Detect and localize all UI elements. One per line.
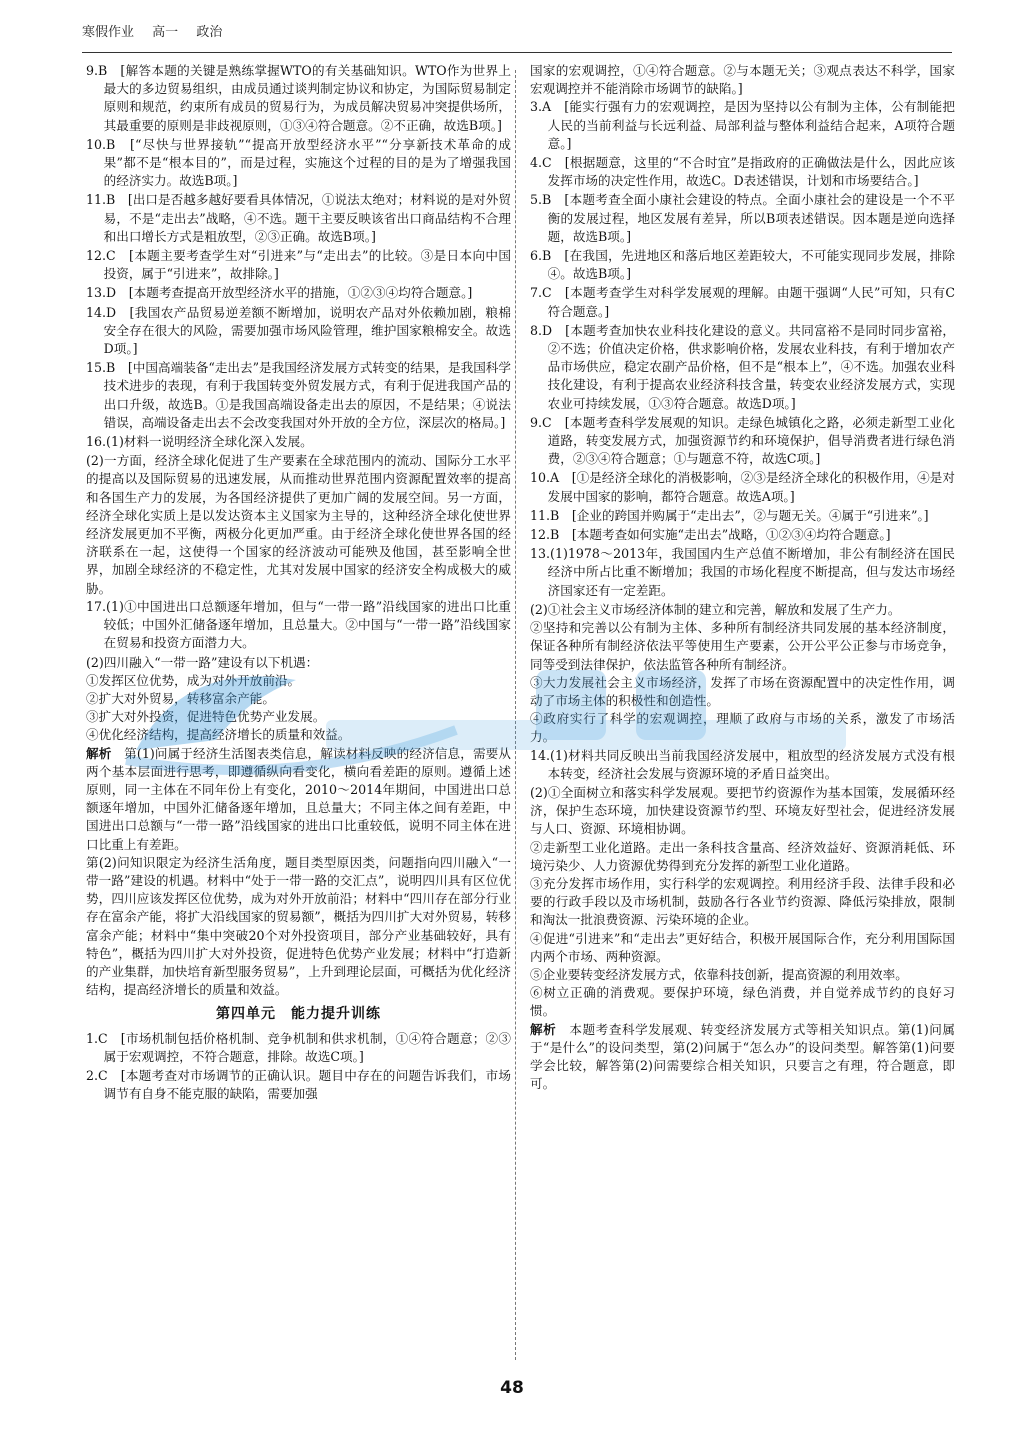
answer-paragraph: 第(2)问知识限定为经济生活角度，题目类型原因类，问题指向四川融入“一带一路”建设的机遇。材料中“处于一带一路的交汇点”，说明四川具有区位优势，四川应该发挥区位优势，成为对外开放前沿；材料中“四川存在部分行业存在富余产能，将扩大沿线国家的贸易额”，概括为四川扩大对外贸易，转移富余产能；材料中“集中突破20个对外投资项目，部分产业基础较好，具有特色”，概括为四川扩大对外投资，促进特色优势产业发展；材料中“打造新的产业集群，加快培育新型服务贸易”，上升到理论层面，可概括为优化经济结构，提高经济增长的质量和效益。 xyxy=(86,854,511,998)
answer-item: 10.A [①是经济全球化的消极影响，②③是经济全球化的积极作用，④是对发展中国家的影响，都符合题意。故选A项。] xyxy=(530,470,955,504)
answer-item: 9.B [解答本题的关键是熟练掌握WTO的有关基础知识。WTO作为世界上最大的多边贸易组织，由成员通过谈判制定协议和协定，为国际贸易制定原则和规范，约束所有成员的贸易行为，为成员解决贸易冲突提供场所，其最重要的原则是非歧视原则，①③④符合题意。②不正确，故选B项。] xyxy=(86,63,511,133)
answer-item: 10.B [“尽快与世界接轨”“提高开放型经济水平”“分享新技术革命的成果”都不是“根本目的”，而是过程，实施这个过程的目的是为了增强我国的经济实力。故选B项。] xyxy=(86,136,511,189)
page-header xyxy=(82,18,952,53)
answer-paragraph: (2)①全面树立和落实科学发展观。要把节约资源作为基本国策，发展循环经济，保护生态环境，加快建设资源节约型、环境友好型社会，促进经济发展与人口、资源、环境相协调。 xyxy=(530,784,955,837)
answer-item: 14.D [我国农产品贸易逆差额不断增加，说明农产品对外依赖加剧，粮棉安全存在很大的风险，需要加强市场风险管理，维护国家粮棉安全。故选D项。] xyxy=(86,304,511,357)
page-number: 48 xyxy=(500,1378,524,1398)
answer-item: 4.C [根据题意，这里的“不合时宜”是指政府的正确做法是什么，因此应该发挥市场的决定性作用，故选C。D表述错误，计划和市场要结合。] xyxy=(530,155,955,189)
answer-item: 12.B [本题考查如何实施“走出去”战略，①②③④均符合题意。] xyxy=(530,527,891,543)
answer-paragraph: (2)①社会主义市场经济体制的建立和完善，解放和发展了生产力。 xyxy=(530,601,901,617)
answer-paragraph: ②扩大对外贸易，转移富余产能。 xyxy=(86,690,275,706)
answer-item: 9.C [本题考查科学发展观的知识。走绿色城镇化之路，必须走新型工业化道路，转变发展方式，加强资源节约和环境保护，倡导消费者进行绿色消费，②③④符合题意；①与题意不符，故选C项。] xyxy=(530,414,955,467)
answer-paragraph: ④政府实行了科学的宏观调控，理顺了政府与市场的关系，激发了市场活力。 xyxy=(530,711,955,745)
answer-item: 3.A [能实行强有力的宏观调控，是因为坚持以公有制为主体，公有制能把人民的当前利益与长远利益、局部利益与整体利益结合起来，A项符合题意。] xyxy=(530,99,955,151)
answer-paragraph: 国家的宏观调控，①④符合题意。②与本题无关；③观点表达不科学，国家宏观调控并不能消除市场调节的缺陷。] xyxy=(530,63,955,97)
answer-item: 2.C [本题考查对市场调节的正确认识。题目中存在的问题告诉我们，市场调节有自身不能克服的缺陷，需要加强 xyxy=(86,1067,511,1102)
answer-item: 16.(1)材料一说明经济全球化深入发展。 xyxy=(86,434,313,450)
answer-item: 7.C [本题考查学生对科学发展观的理解。由题干强调“人民”可知，只有C符合题意。] xyxy=(530,285,955,319)
right-column xyxy=(530,62,955,1367)
answer-item: 1.C [市场机制包括价格机制、竞争机制和供求机制，①④符合题意；②③属于宏观调控，不符合题意，排除。故选C项。] xyxy=(86,1030,511,1064)
answer-paragraph: ④促进“引进来”和“走出去”更好结合，积极开展国际合作，充分利用国际国内两个市场、两种资源。 xyxy=(530,930,955,964)
answer-paragraph: ②走新型工业化道路。走出一条科技含量高、经济效益好、资源消耗低、环境污染少、人力资源优势得到充分发挥的新型工业化道路。 xyxy=(530,839,955,873)
answer-paragraph: ③扩大对外投资，促进特色优势产业发展。 xyxy=(86,709,326,725)
left-column xyxy=(86,62,511,1367)
analysis-paragraph xyxy=(530,1021,955,1094)
answer-item: 13.(1)1978～2013年，我国国内生产总值不断增加，非公有制经济在国民经济中所占比重不断增加；我国的市场化程度不断提高，但与发达市场经济国家还有一定差距。 xyxy=(530,546,955,598)
header-subject: 政治 xyxy=(196,25,223,40)
answer-item: 15.B [中国高端装备“走出去”是我国经济发展方式转变的结果，是我国科学技术进步的表现，有利于我国转变外贸发展方式，有利于促进我国产品的出口升级，故选B。①是我国高端设备走出去的原因，不是结果；④说法错误，高端设备走出去不会改变我国对外开放的全方位，深层次的格局。] xyxy=(86,360,511,430)
analysis-paragraph xyxy=(86,745,511,854)
answer-item: 13.D [本题考查提高开放型经济水平的措施，①②③④均符合题意。] xyxy=(86,285,473,301)
answer-item: 6.B [在我国，先进地区和落后地区差距较大，不可能实现同步发展，排除④。故选B项。] xyxy=(530,248,955,282)
analysis-text: 本题考查科学发展观、转变经济发展方式等相关知识点。第(1)问属于“是什么”的设问类型，第(2)问属于“怎么办”的设问类型。解答第(1)问要学会比较，解答第(2)问需要综合相关知识，只要言之有理，符合题意，即可。 xyxy=(530,1021,955,1092)
analysis-text: 第(1)问属于经济生活图表类信息，解读材料反映的经济信息，需要从两个基本层面进行思考，即遵循纵向看变化，横向看差距的原则。遵循上述原则，同一主体在不同年份上有变化，2010～2014年期间，中国进出口总额逐年增加，中国外汇储备逐年增加，且总量大；不同主体之间有差距，中国进出口总额与“一带一路”沿线国家的进出口比重较低，说明不同主体在进口比重上有差距。 xyxy=(86,745,511,852)
answer-item: 12.C [本题主要考查学生对“引进来”与“走出去”的比较。③是日本向中国投资，属于“引进来”，故排除。] xyxy=(86,248,511,282)
answer-paragraph: ⑤企业要转变经济发展方式，依靠科技创新，提高资源的利用效率。 xyxy=(530,966,908,982)
answer-paragraph: ③大力发展社会主义市场经济，发挥了市场在资源配置中的决定性作用，调动了市场主体的积极性和创造性。 xyxy=(530,674,955,708)
answer-paragraph: ③充分发挥市场作用，实行科学的宏观调控。利用经济手段、法律手段和必要的行政手段以及市场机制，鼓励各行各业节约资源、降低污染排放，限制和淘汰一批浪费资源、污染环境的企业。 xyxy=(530,875,955,928)
column-divider xyxy=(515,70,516,1360)
analysis-label: 解析 xyxy=(86,745,112,761)
section-title: 第四单元 能力提升训练 xyxy=(216,1006,381,1023)
answer-paragraph: ④优化经济结构，提高经济增长的质量和效益。 xyxy=(86,727,351,743)
answer-paragraph: (2)四川融入“一带一路”建设有以下机遇： xyxy=(86,654,319,670)
analysis-label: 解析 xyxy=(530,1021,557,1037)
answer-item: 14.(1)材料共同反映出当前我国经济发展中，粗放型的经济发展方式没有根本转变，经济社会发展与资源环境的矛盾日益突出。 xyxy=(530,747,955,781)
answer-paragraph: ②坚持和完善以公有制为主体、多种所有制经济共同发展的基本经济制度，保证各种所有制经济依法平等使用生产要素，公开公平公正参与市场竞争，同等受到法律保护，依法监管各种所有制经济。 xyxy=(530,620,955,672)
answer-item: 8.D [本题考查加快农业科技化建设的意义。共同富裕不是同时同步富裕，②不选；价值决定价格，供求影响价格，发展农业科技，有利于增加农产品市场供应，稳定农副产品价格，但不是“根本上”，④不选。加强农业科技化建设，有利于提高农业经济科技含量，转变农业经济发展方式，实现农业可持续发展，①③符合题意。故选D项。] xyxy=(530,322,955,411)
answer-paragraph: ⑥树立正确的消费观。要保护环境，绿色消费，并自觉养成节约的良好习惯。 xyxy=(530,985,955,1019)
answer-item: 11.B [出口是否越多越好要看具体情况，①说法太绝对；材料说的是对外贸易，不是“走出去”战略，④不选。题干主要反映该省出口商品结构不合理和出口增长方式是粗放型，②③正确。故选B项。] xyxy=(86,192,511,244)
answer-item: 5.B [本题考查全面小康社会建设的特点。全面小康社会的建设是一个不平衡的发展过程，地区发展有差异，所以B项表述错误。因本题是逆向选择题，故选B项。] xyxy=(530,192,955,244)
answer-item: 11.B [企业的跨国并购属于“走出去”，②与题无关。④属于“引进来”。] xyxy=(530,507,929,523)
header-book: 寒假作业 xyxy=(82,25,135,40)
answer-paragraph: (2)一方面，经济全球化促进了生产要素在全球范围内的流动、国际分工水平的提高以及国际贸易的迅速发展，从而推动世界范围内资源配置效率的提高和各国生产力的发展，为各国经济提供了更加广阔的发展空间。另一方面，经济全球化实质上是以发达资本主义国家为主导的，这种经济全球化使世界经济发展更加不平衡，两极分化更加严重。由于经济全球化使世界各国的经济联系在一起，这使得一个国家的经济波动可能殃及他国，甚至影响全世界，加剧全球经济的不稳定性，尤其对发展中国家的经济安全构成极大的威胁。 xyxy=(86,453,511,596)
answer-item: 17.(1)①中国进出口总额逐年增加，但与“一带一路”沿线国家的进出口比重较低；中国外汇储备逐年增加，且总量大。②中国与“一带一路”沿线国家在贸易和投资方面潜力大。 xyxy=(86,598,511,651)
answer-paragraph: ①发挥区位优势，成为对外开放前沿。 xyxy=(86,672,301,688)
header-grade: 高一 xyxy=(152,25,179,40)
